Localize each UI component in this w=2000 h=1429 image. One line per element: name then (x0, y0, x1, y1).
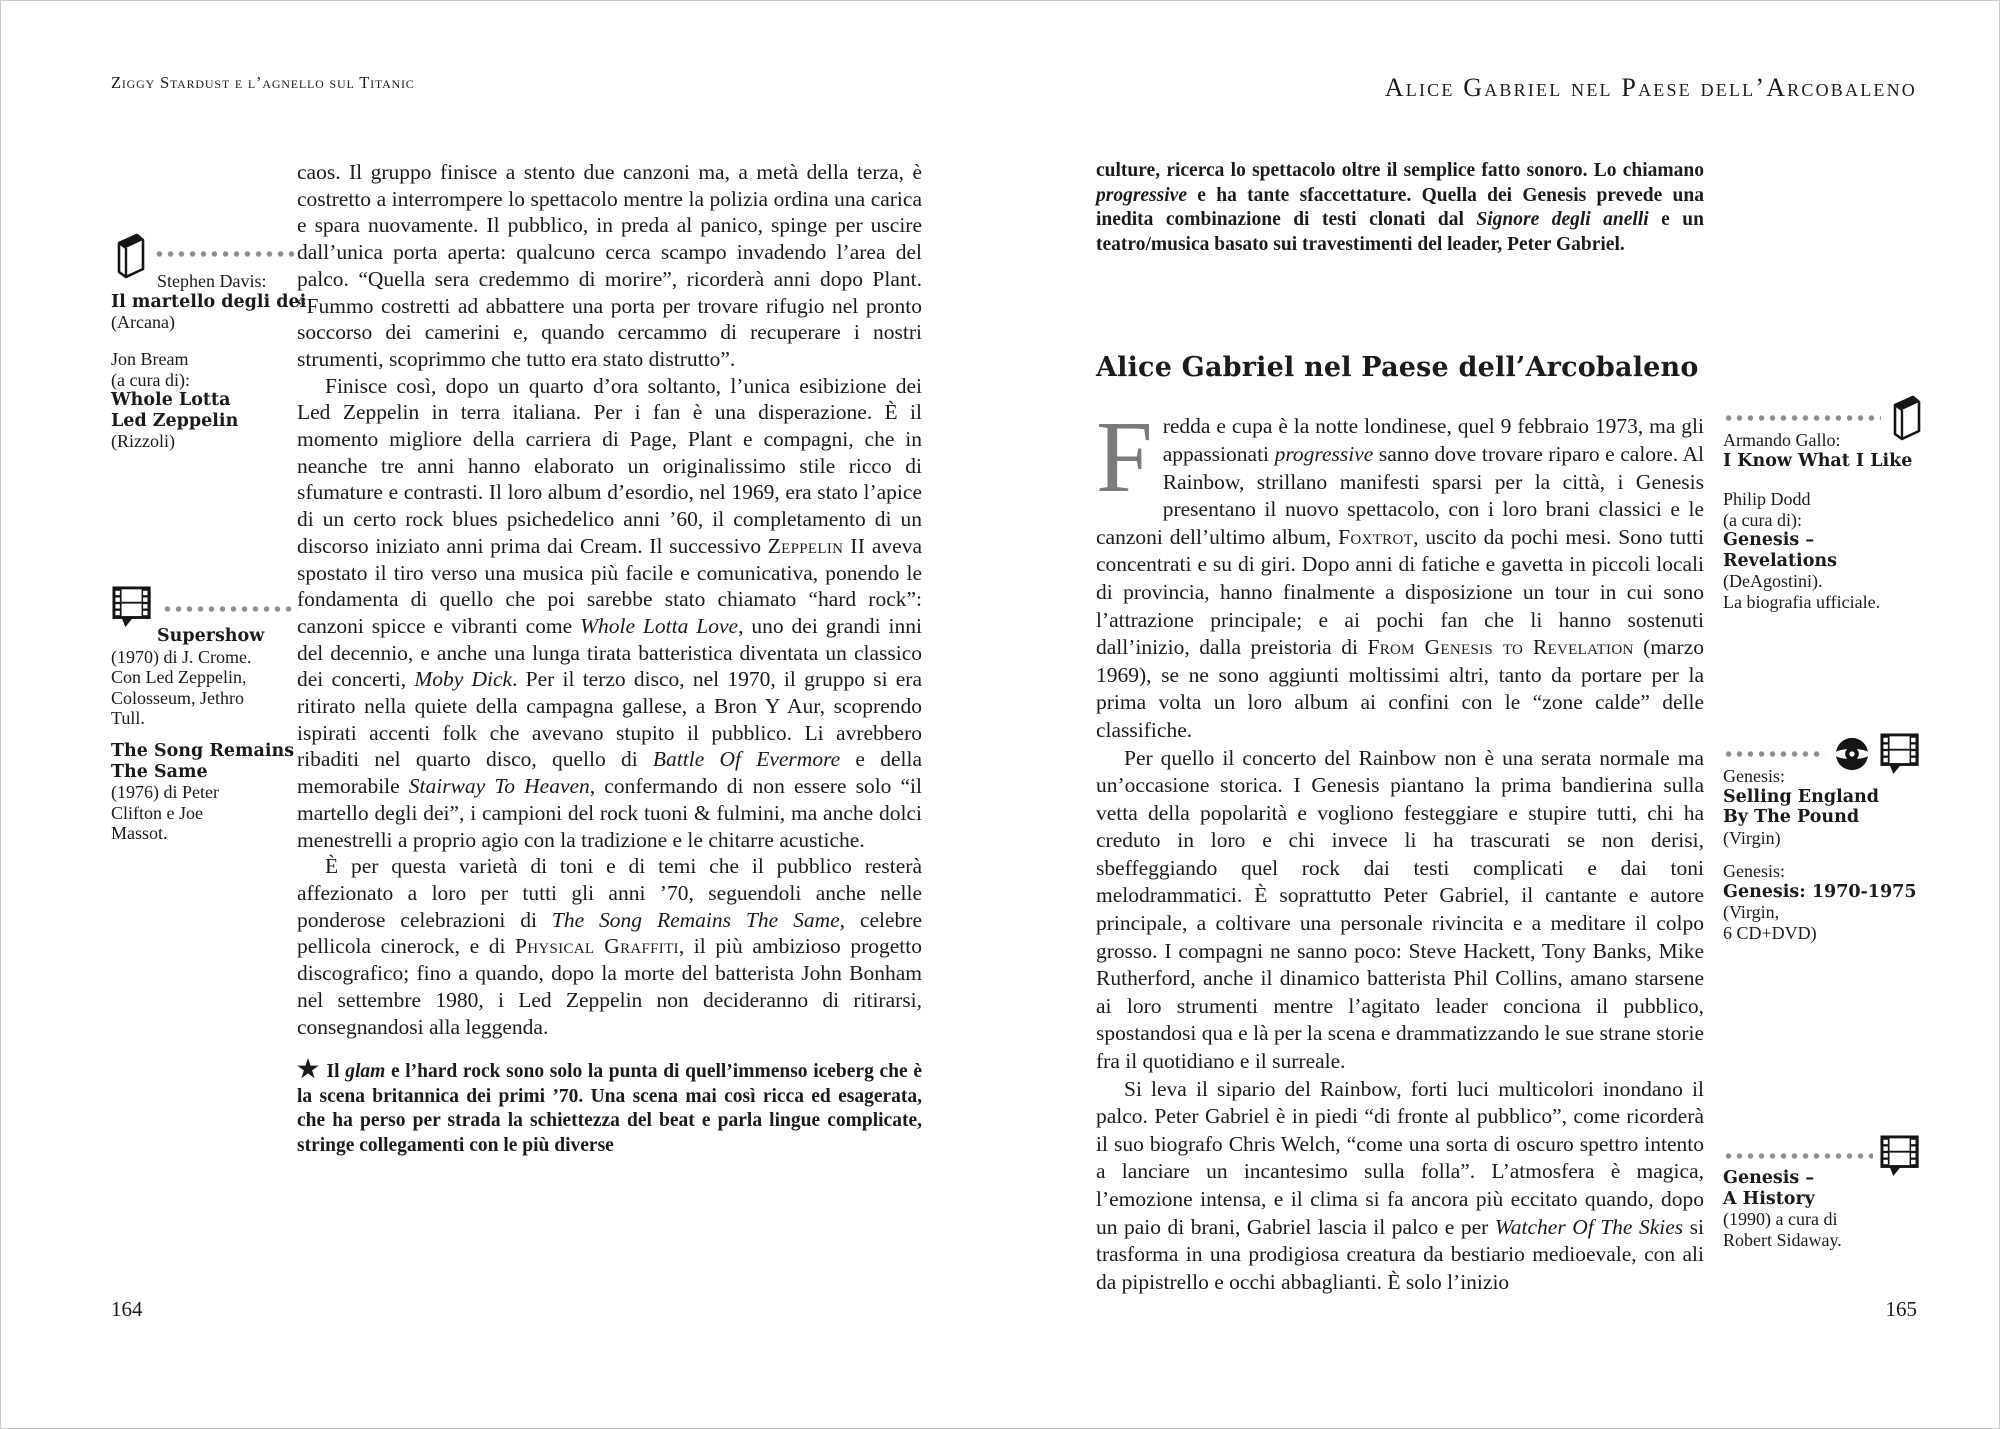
paragraph-text: redda e cupa è la notte londinese, quel 9 febbraio 1973, ma gli appassionati progressive sanno dove trovare riparo e calore. Al Rainbow, strillano manifesti sparsi per la città, i Genesis presentano il nuovo spettacolo, con i loro brani classici e le canzoni dell’ultimo album, Foxtrot, uscito da pochi mesi. Sono tutti concentrati e su di giri. Dopo anni di fatiche e gavetta in piccoli locali di provincia, hanno finalmente a disposizione un tour in cui sono l’attrazione principale; e ai pochi fan che li hanno sostenuti dall’inizio, dalla preistoria di From Genesis to Revelation (marzo 1969), se ne sono aggiunti moltissimi altri, tanto da portare per la prima volta un loro album ai confini con le “zone calde” delle classifiche. (1096, 414, 1704, 742)
sidebar-reference (111, 231, 307, 333)
paragraph: Finisce così, dopo un quarto d’ora soltanto, l’unica esibizione dei Led Zeppelin in terra italiana. Per i fan è una disperazione. È il momento migliore della carriera di Page, Plant e compagni, che in neanche tre anni hanno elaborato un originalissimo stile ricco di sfumature e contrasti. Il loro album d’esordio, nel 1969, era stato l’apice di un certo rock blues psichedelico anni ’60, il completamento di un discorso iniziato anni prima dai Cream. Il successivo Zeppelin II aveva spostato il tiro verso una musica più facile e comunicativa, ponendo le fondamenta di quello che poi sarebbe stato chiamato “hard rock”: canzoni spicce e vibranti come Whole Lotta Love, uno dei grandi inni del decennio, e anche una lunga tirata batteristica diventata un classico dei concerti, Moby Dick. Per il terzo disco, nel 1970, il gruppo si era ritirato nella quiete della campagna gallese, a Bron Y Aur, scoprendo ispirati accenti folk che avevano stupito il pubblico. Li avrebbero ribaditi nel quarto disco, quello di Battle Of Evermore e della memorabile Stairway To Heaven, confermando di non essere solo “il martello degli dei”, i campioni del rock tuoni & fulmini, ma anche dolci menestrelli a proprio agio con la tradizione e le chitarre acustiche. (297, 373, 923, 852)
paragraph: caos. Il gruppo finisce a stento due canzoni ma, a metà della terza, è costretto a interrompere lo spettacolo mentre la polizia ordina una carica e spara nuovamente. Il pubblico, in preda al panico, spinge per uscire dall’unica porta aperta: qualcuno cerca scampo invadendo l’area del palco. “Quella sera credemmo di morire”, ricorderà anni dopo Plant. “Fummo costretti ad abbattere una porta per trovare rifugio nel pronto soccorso dei camerini e, quando cercammo di recuperare i nostri strumenti, scoprimmo che tutto era stato distrutto”. (297, 160, 922, 371)
dotted-leader (1723, 750, 1825, 758)
book-icon (111, 231, 147, 281)
dotted-leader (1723, 414, 1881, 422)
star-paragraph: ★ Il glam e l’hard rock sono solo la punta di quell’immenso iceberg che è la scena britannica dei primi ’70. Una scena mai così ricca ed esagerata, che ha perso per strada la schiettezza del beat e parla lingue complicate, stringe collegamenti con le più diverse (297, 1056, 922, 1156)
reference-title: Genesis – (1723, 530, 1815, 551)
reference-detail: Clifton e Joe (111, 802, 203, 823)
reference-detail: Stephen Davis: (157, 271, 267, 291)
reference-title: The Same (111, 761, 208, 782)
reference-detail: (a cura di): (111, 369, 190, 390)
dotted-leader (162, 605, 297, 613)
right-text-column (1096, 159, 1704, 1296)
right-margin-references (1723, 1, 1923, 1429)
reference-detail: (Virgin, (1723, 902, 1780, 923)
reference-detail: (Virgin) (1723, 827, 1781, 848)
reference-detail: (a cura di): (1723, 509, 1802, 530)
reference-detail: Colosseum, Jethro (111, 687, 244, 708)
reference-title: Il martello degli dei (111, 291, 307, 312)
reference-title: Supershow (157, 626, 265, 646)
star-paragraph-continuation: culture, ricerca lo spettacolo oltre il semplice fatto sonoro. Lo chiamano progressive e ha tante sfaccettature. Quella dei Genesis prevede una inedita combinazione di testi clonati dal Signore degli anelli e un teatro/musica basato sui travestimenti del leader, Peter Gabriel. (1096, 160, 1704, 255)
reference-detail: Robert Sidaway. (1723, 1229, 1842, 1250)
right-running-head: Alice Gabriel nel Paese dell’Arcobaleno (1384, 73, 1917, 102)
page-number-right: 165 (1885, 1297, 1917, 1321)
reference-detail: 6 CD+DVD) (1723, 922, 1817, 943)
sidebar-reference (1723, 489, 1923, 613)
reference-title: Genesis: 1970-1975 (1723, 881, 1917, 902)
reference-detail: (Arcana) (111, 312, 175, 333)
sidebar-reference (1723, 732, 1923, 848)
reference-title: The Song Remains (111, 741, 295, 761)
reference-detail: (DeAgostini). (1723, 571, 1823, 592)
reference-title: By The Pound (1723, 807, 1860, 828)
sidebar-reference (111, 586, 297, 729)
vinyl-icon (1831, 736, 1873, 772)
reference-detail: (1976) di Peter (111, 782, 219, 803)
reference-title: A History (1723, 1188, 1815, 1209)
dotted-leader (154, 250, 297, 258)
sidebar-reference (1723, 861, 1923, 943)
left-running-head: Ziggy Stardust e l’agnello sul Titanic (111, 73, 415, 92)
book-icon (1887, 393, 1923, 443)
left-text-column (297, 159, 922, 1159)
reference-title: Whole Lotta (111, 390, 231, 411)
reference-detail: La biografia ufficiale. (1723, 591, 1881, 612)
reference-detail: Genesis: (1723, 861, 1785, 881)
paragraph: È per questa varietà di toni e di temi che il pubblico resterà affezionato a loro per tutti gli anni ’70, seguendoli anche nelle ponderose celebrazioni di The Song Remains The Same, celebre pellicola cinerock, e di Physical Graffiti, il più ambizioso progetto discografico; fino a quando, dopo la morte del batterista John Bonham nel settembre 1980, i Led Zeppelin non decideranno di ritirarsi, consegnandosi alla leggenda. (297, 854, 922, 1039)
film-icon (1879, 1135, 1923, 1177)
reference-detail: Armando Gallo: (1723, 430, 1841, 450)
left-margin-references (111, 1, 307, 1429)
reference-title: Revelations (1723, 550, 1837, 571)
paragraph (1096, 401, 1704, 744)
paragraph: Per quello il concerto del Rainbow non è una serata normale ma un’occasione storica. I Genesis piantano la prima bandierina sulla vetta della popolarità e vogliono festeggiare e stupire tutti, chi ha creduto in loro e chi invece li ha trascurati se non derisi, sbeffeggiando quel rock dai testi complicati e dai toni melodrammatici. È soprattutto Peter Gabriel, il cantante e autore principale, a coltivare una personale rivincita e a meditare il colpo grosso. I compagni ne sanno poco: Steve Hackett, Tony Banks, Mike Rutherford, anche il dinamico batterista Phil Collins, amano starsene ai loro strumenti mentre l’agitato leader conciona il pubblico, spostandosi qua e là per la scena e drammatizzando le sue strane storie fra il quotidiano e il surreale. (1096, 745, 1704, 1074)
sidebar-reference (1723, 396, 1923, 471)
reference-title: Selling England (1723, 786, 1880, 807)
reference-detail: Genesis: (1723, 766, 1785, 786)
reference-detail: Massot. (111, 823, 168, 844)
sidebar-reference (1723, 1134, 1923, 1250)
film-icon (111, 586, 155, 628)
reference-detail: (Rizzoli) (111, 431, 175, 452)
star-icon: ★ (297, 1056, 327, 1084)
reference-detail: Tull. (111, 708, 145, 729)
reference-title: Genesis – (1723, 1168, 1815, 1188)
reference-title: I Know What I Like (1723, 450, 1913, 471)
reference-detail: Con Led Zeppelin, (111, 667, 247, 688)
dotted-leader (1723, 1152, 1873, 1160)
reference-title: Led Zeppelin (111, 410, 239, 431)
paragraph: Si leva il sipario del Rainbow, forti luci multicolori inondano il palco. Peter Gabriel è in piedi “di fronte al pubblico”, come ricorderà il suo biografo Chris Welch, “come una sorta di oscuro spettro intento a lanciare un incantesimo sulla folla”. L’atmosfera è magica, l’emozione intensa, e il clima si fa ancora più eccitato quando, dopo un paio di brani, Gabriel lascia il palco e per Watcher Of The Skies si trasforma in una prodigiosa creatura da bestiario medioevale, con ali da pipistrello e occhi abbaglianti. È solo l’inizio (1096, 1076, 1705, 1294)
film-icon (1879, 733, 1923, 775)
drop-cap: F (1096, 401, 1153, 515)
reference-detail: Philip Dodd (1723, 489, 1811, 509)
reference-detail: (1970) di J. Crome. (111, 646, 252, 667)
page-number-left: 164 (111, 1297, 143, 1321)
sidebar-reference (111, 349, 297, 452)
reference-detail: Jon Bream (111, 349, 189, 369)
reference-detail: (1990) a cura di (1723, 1209, 1838, 1230)
chapter-heading: Alice Gabriel nel Paese dell’Arcobaleno (1096, 352, 1699, 384)
sidebar-reference (111, 741, 297, 844)
